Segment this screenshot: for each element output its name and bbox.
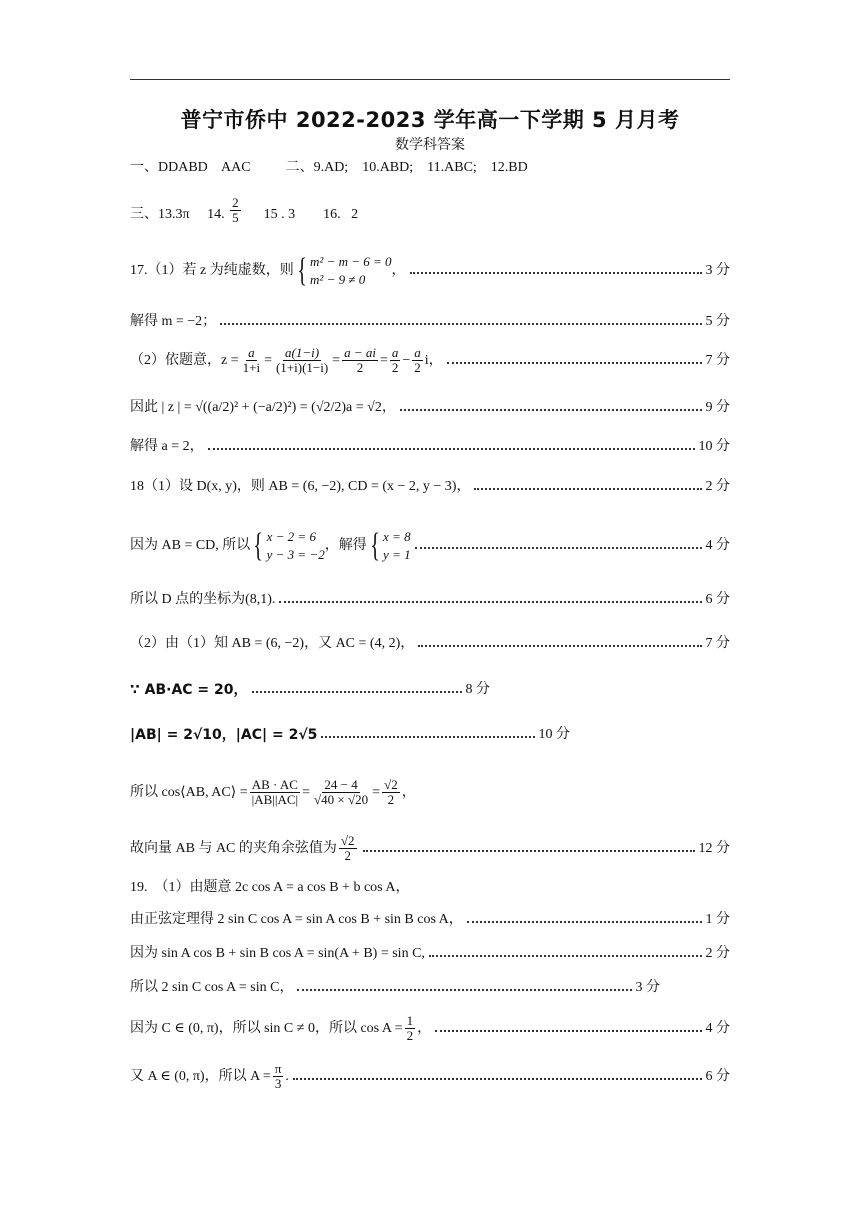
q18-line8 (130, 834, 730, 863)
q17-l3-score: 7 分 (705, 352, 730, 368)
q18-l5-text: ∵ AB·AC = 20， (130, 682, 248, 698)
q18-l3-score: 6 分 (705, 592, 730, 607)
answers-fill-line (130, 196, 730, 225)
q19-l2-score: 1 分 (705, 912, 730, 927)
q18-line7: 所以 cos⟨AB, AC⟩ = $\frac{AB \cdot AC}{|AB||AC|}$ = $\frac{24 - 4}{√40 \times √20}$ = $\frac{√2}{2}$ ， (130, 777, 416, 807)
q18-l2-mid: ，解得 (324, 538, 367, 553)
q17-line5 (130, 437, 730, 457)
q19-line2 (130, 910, 730, 930)
q17-system: { m² − m − 6 = 0 m² − 9 ≠ 0 (296, 252, 392, 289)
q17-line2 (130, 312, 730, 332)
q18-l3-text: 所以 D 点的坐标为(8,1). (130, 592, 276, 607)
q17-l1-score: 3 分 (705, 263, 730, 278)
q14-num: 2 (232, 195, 239, 210)
q18-l2-text: 因为 AB = CD, 所以 (130, 538, 251, 553)
q18-line2 (130, 528, 730, 564)
q14-den: 5 (232, 210, 239, 225)
answers-part1: 一、DDABD AAC (130, 160, 251, 175)
q19-l4-text: 所以 2 sin C cos A = sin C， (130, 980, 294, 995)
q19-line4 (130, 978, 660, 998)
q19-l6-text: 又 A ∈ (0, π)，所以 A = (130, 1068, 271, 1084)
q17-f2: $\frac{a(1-i)}{(1+i)(1-i)}$ (275, 345, 329, 375)
q19-l6-tail: . (285, 1068, 289, 1084)
q17-l5-score: 10 分 (698, 439, 730, 454)
q19-l3-score: 2 分 (705, 946, 730, 961)
q18-l7-text: 所以 cos⟨AB, AC⟩ = (130, 784, 248, 800)
header-rule (130, 79, 730, 80)
q17-l3-text: （2）依题意，z = (130, 352, 239, 368)
q17-f4: $\frac{a}{2}$ (391, 345, 399, 375)
q17-f5: $\frac{a}{2}$ (414, 345, 421, 375)
q17-eq2: m² − 9 ≠ 0 (310, 272, 366, 287)
q19-line1 (130, 878, 730, 898)
q17-line4 (130, 398, 730, 418)
q19-l6-score: 6 分 (705, 1068, 730, 1084)
q18-f4: $\frac{√2}{2}$ (340, 833, 355, 863)
q19-l5-text: 因为 C ∈ (0, π)，所以 sin C ≠ 0，所以 cos A = (130, 1020, 403, 1036)
q19-l5-score: 4 分 (705, 1020, 730, 1036)
q17-l4-text: 因此 | z | = √((a/2)² + (−a/2)²) = (√2/2)a = √2， (130, 400, 396, 415)
q19-f2: $\frac{\pi}{3}$ (274, 1061, 282, 1091)
q19-line5 (130, 1014, 730, 1043)
q18-l6-score: 10 分 (538, 727, 570, 742)
q19-l1-text: 19. （1）由题意 2c cos A = a cos B + b cos A， (130, 880, 410, 895)
page-title: 普宁市侨中 2022-2023 学年高一下学期 5 月月考 (180, 108, 680, 132)
q18-line5 (130, 680, 490, 700)
q18-system2: { x = 8 y = 1 (369, 527, 411, 564)
q18-l1-text: 18（1）设 D(x, y)，则 AB = (6, −2), CD = (x − 2, y − 3)， (130, 479, 471, 494)
page-subtitle: 数学科答案 (395, 137, 465, 153)
q17-eq1: m² − m − 6 = 0 (310, 254, 392, 269)
q19-l3-text: 因为 sin A cos B + sin B cos A = sin(A + B) = sin C, (130, 946, 425, 961)
q18-l8-score: 12 分 (698, 840, 730, 856)
answers-choice-line (130, 158, 730, 178)
q19-l2-text: 由正弦定理得 2 sin C cos A = sin A cos B + sin B cos A， (130, 912, 463, 927)
q18-l4-text: （2）由（1）知 AB = (6, −2)，又 AC = (4, 2)， (130, 636, 415, 651)
q17-f3: $\frac{a - ai}{2}$ (344, 345, 376, 375)
q17-l1-text: 17.（1）若 z 为纯虚数，则 (130, 263, 294, 278)
answers-part2: 二、9.AD; 10.ABD; 11.ABC; 12.BD (285, 160, 528, 175)
q18-l8-text: 故向量 AB 与 AC 的夹角余弦值为 (130, 840, 337, 856)
q18-l4-score: 7 分 (705, 636, 730, 651)
q19-f1: $\frac{1}{2}$ (406, 1013, 414, 1043)
q17-l2-text: 解得 m = −2； (130, 314, 217, 329)
q18-f1: $\frac{AB \cdot AC}{|AB||AC|}$ (251, 777, 299, 807)
q19-line3 (130, 944, 730, 964)
q18-l1-score: 2 分 (705, 479, 730, 494)
q18-l7-tail: ， (401, 784, 416, 800)
answers-part3-rest: 15 . 3 16. 2 (246, 207, 359, 222)
q19-l5-tail: ， (417, 1020, 432, 1036)
q18-line6 (130, 725, 570, 745)
q17-l2-score: 5 分 (705, 314, 730, 329)
q19-line6 (130, 1062, 730, 1091)
answers-part3-prefix: 三、13.3π 14. (130, 207, 225, 222)
q17-f1: $\frac{a}{1+i}$ (242, 345, 261, 375)
q18-line3 (130, 590, 730, 610)
q18-l2-score: 4 分 (705, 538, 730, 553)
q18-line4 (130, 634, 730, 654)
q18-l6-text: |AB| = 2√10，|AC| = 2√5 (130, 727, 318, 743)
q19-l4-score: 3 分 (635, 980, 660, 995)
q17-l3-tail: i， (424, 352, 443, 368)
q18-l5-score: 8 分 (465, 682, 490, 697)
q17-line1 (130, 253, 730, 289)
q17-l4-score: 9 分 (705, 400, 730, 415)
q17-l1-tail: ， (391, 263, 406, 278)
q17-l5-text: 解得 a = 2， (130, 439, 204, 454)
q18-f2: $\frac{24 - 4}{√40 \times √20}$ (314, 777, 369, 807)
q14-fraction (230, 196, 241, 225)
q18-f3: $\frac{√2}{2}$ (384, 777, 398, 807)
q18-system1: { x − 2 = 6 y − 3 = −2 (253, 527, 325, 564)
q18-line1 (130, 477, 730, 497)
q17-line3: （2）依题意，z = $\frac{a}{1+i}$ = $\frac{a(1-i)}{(1+i)(1-i)}$ = $\frac{a - ai}{2}$ = $\frac{a}{2}$ − $\frac{a}{2}$ i， 7 分 (130, 345, 730, 375)
